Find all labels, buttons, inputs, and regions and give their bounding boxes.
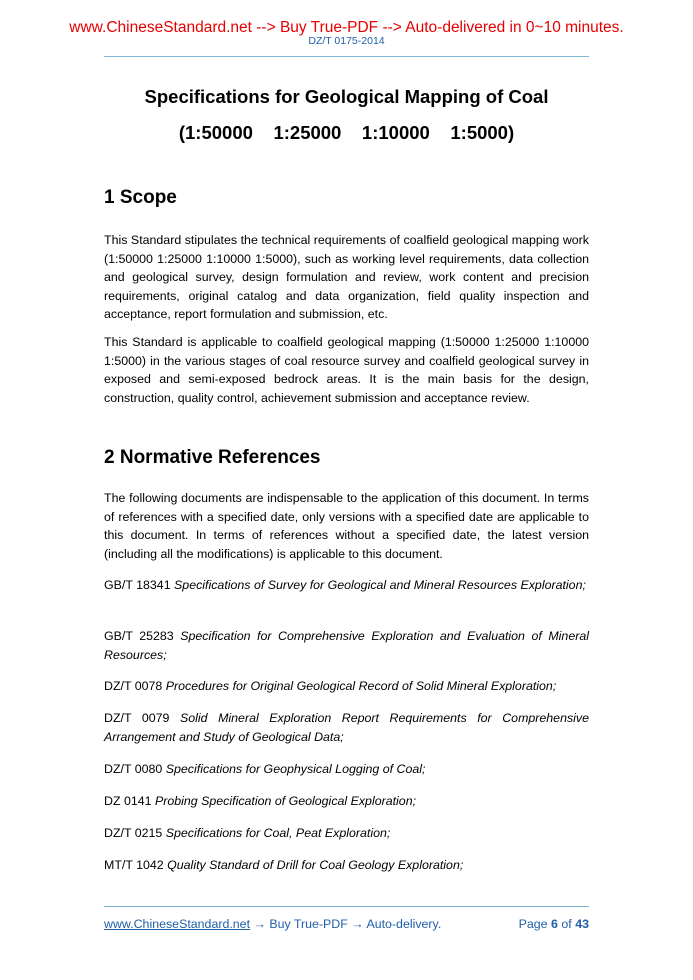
reference-code: DZ/T 0079 xyxy=(104,711,170,725)
document-code: DZ/T 0175-2014 xyxy=(308,35,385,47)
section-heading-scope: 1 Scope xyxy=(104,187,177,208)
reference-title: Solid Mineral Exploration Report Requirements for Comprehensive Arrangement and Study of Geological Data; xyxy=(104,711,590,744)
reference-title: Quality Standard of Drill for Coal Geology Exploration; xyxy=(167,858,464,872)
reference-title: Specifications for Geophysical Logging of Coal; xyxy=(165,762,426,776)
reference-code: DZ/T 0078 xyxy=(104,679,163,693)
reference-code: DZ/T 0080 xyxy=(104,762,163,776)
arrow-icon: → xyxy=(351,917,364,931)
section-heading-normative-references: 2 Normative References xyxy=(104,447,321,468)
reference-code: GB/T 18341 xyxy=(104,578,171,592)
page-indicator xyxy=(519,917,589,932)
arrow-icon: → xyxy=(253,917,266,931)
reference-item xyxy=(104,856,589,875)
document-subtitle-scales: (1:50000 1:25000 1:10000 1:5000) xyxy=(178,122,515,143)
reference-item xyxy=(104,792,589,811)
reference-code: DZ 0141 xyxy=(104,794,152,808)
reference-code: MT/T 1042 xyxy=(104,858,164,872)
footer-buy-text: Buy True-PDF xyxy=(269,917,348,931)
footer-divider xyxy=(104,906,589,907)
scope-paragraph-2: This Standard is applicable to coalfield geological mapping (1:50000 1:25000 1:10000 1:5000) in the various stages of coal resource survey and coalfield geological survey in exposed and semi-exposed bedrock areas. It is the main basis for the design, construction, quality control, achievement submission and acceptance review. xyxy=(104,335,589,405)
reference-code: DZ/T 0215 xyxy=(104,826,163,840)
reference-item xyxy=(104,709,589,746)
reference-item xyxy=(104,627,589,664)
reference-title: Specification for Comprehensive Exploration and Evaluation of Mineral Resources; xyxy=(104,629,589,662)
reference-code: GB/T 25283 xyxy=(104,629,174,643)
reference-item xyxy=(104,760,589,779)
reference-item xyxy=(104,576,589,595)
scope-paragraph-1: This Standard stipulates the technical requirements of coalfield geological mapping work (1:50000 1:25000 1:10000 1:5000), such as working level requirements, data collection and geological survey, design formulation and review, work content and precision requirements, original catalog and data organization, field quality inspection and acceptance, report formulation and submission, etc. xyxy=(104,233,589,321)
reference-item xyxy=(104,824,589,843)
reference-title: Procedures for Original Geological Record of Solid Mineral Exploration; xyxy=(165,679,557,693)
header-divider xyxy=(104,56,589,57)
normative-intro-paragraph: The following documents are indispensable to the application of this document. In terms of references with a specified date, only versions with a specified date are applicable to this document. In terms of references without a specified date, the latest version (including all the modifications) is applicable to this document. xyxy=(104,491,589,561)
document-title: Specifications for Geological Mapping of Coal xyxy=(144,86,549,107)
footer-auto-text: Auto-delivery. xyxy=(366,917,442,931)
reference-title: Probing Specification of Geological Exploration; xyxy=(154,794,417,808)
reference-item xyxy=(104,677,589,696)
footer-store-link[interactable] xyxy=(104,917,441,932)
page-total: 43 xyxy=(575,917,589,931)
reference-title: Specifications of Survey for Geological and Mineral Resources Exploration; xyxy=(174,578,586,592)
page-number: 6 xyxy=(551,917,558,931)
promo-banner[interactable]: www.ChineseStandard.net --> Buy True-PDF --> Auto-delivered in 0~10 minutes. xyxy=(69,19,624,36)
page-label: Page xyxy=(518,917,548,931)
reference-title: Specifications for Coal, Peat Exploration; xyxy=(165,826,391,840)
page-of-label: of xyxy=(561,917,572,931)
footer-site-link[interactable]: www.ChineseStandard.net xyxy=(104,917,251,931)
